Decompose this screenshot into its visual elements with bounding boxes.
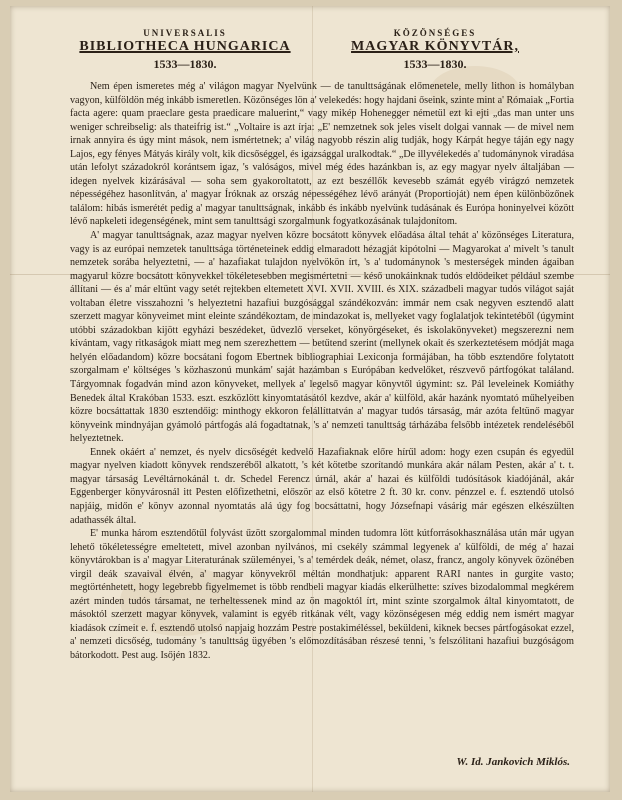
signature: W. Id. Jankovich Miklós. [456, 756, 570, 768]
masthead-latin-years: 1533—1830. [153, 57, 217, 71]
announcement-body [70, 80, 574, 663]
paragraph-3: Ennek okáért a' nemzet, és nyelv dicsőségét kedvelő Hazafiaknak előre hírűl adom: hogy ezen csupán és egyedül magyar nyelven kiadott könyvek rendszeréből alkatott, 's két kötetbe szorítandó munkára akár nálam Pesten, akár a' t. t. magyar társaság Levéltárnokánál t. dr. Schedel Ferencz úrnál, akár a' hazai és külföldi tudósítások kiadójánál, akár Eggenberger könyvárosnál itt Pesten előfizethetni, először az első kötetre 2 ft. 30 kr. conv. pénzzel e. f. esztendő utolsó napjáig, midőn e' könyv azonnal nyomtatás alá úgy fog bocsáttatni, hogy Józsefnapi vásárig már egészen elkészülten adathassék által. [70, 446, 574, 526]
masthead-hungarian [320, 28, 550, 72]
masthead-hungarian-years: 1533—1830. [403, 57, 467, 71]
masthead [70, 28, 550, 86]
paragraph-4: E' munka három esztendőtűl folyvást űzött szorgalommal minden tudomra lött kútforrásokhasználása után már ugyan lehető tökéletességre emeltetett, mivel azonban nyilvános, mi csekély számmal legyenek a' külföldi, de még a' hazai könyvtárokban is a' magyar Literaturának szüleményei, 's a' temérdek deák, német, olasz, francz, angoly könyvek özönében virgil deák szavaival élvén, a' magyar könyvekről méltán mondhatjuk: apparent RARI nantes in gurgite vasto; megtörténhetett, hogy legebrebb figyelmemet is több rendbeli magyar kiadás elkerülhette: szíves bizodalommal megkérem azért minden tudós társamat, ne terheltessenek mind az ön magoktól írt, mint szinte szorgalmok által kinyomtatott, de másoktól szerzett magyar könyvek, valamint is egyéb ritkának vélt, vagy közönségesen még eddig nem ismért magyar kiadások czímeit e. f. esztendő utolsó napjaig hozzám Pestre postakiméléssel, beküldeni, kiknek becses pártfogásokat ezzel, a' nemzeti dicsőség, tudomány 's tanulttság ügyében 's előmozdításában részesé tenni, 's felszólitani hazafiui buzgóságom bátorkodott. Pest aug. Isőjén 1832. [70, 528, 574, 661]
masthead-latin-title: BIBLIOTHECA HUNGARICA [79, 39, 291, 54]
masthead-hungarian-title: MAGYAR KÖNYVTÁR, [351, 39, 519, 54]
masthead-latin [70, 28, 300, 72]
document-sheet [10, 6, 610, 792]
paragraph-1: Nem épen ismeretes még a' világon magyar Nyelvünk — de tanulttságának előmenetele, melly lithon is homályban vagyon, külföldön még inkább ismeretlen. Közönséges lön a' velekedés: hogy hajdani őseink, szinte mint a' Rómaiak „Fortia facta agere: quam praeclare gesta praedicare maluerint,“ vagy mikép Hohenegger németül ezt ki ejti „das man unter uns weniger schreibselig: als thateifrig ist.“ „Voltaire is azt írja: „E' nemzetnek sok jeles viselt dolgai vannak — de mivel nem irnak annyira és úgy mint mások, nem ismértetnek; a' világ nagyobb részin alig tudják, hogy Kárpát hegye táján egy nagy Lajos, egy fényes Mátyás király volt, kik dicsőséggel, és igazsággal uralkodtak.“ „De illyvélekedés a' tudománynok viradása után lefolyt századokról korántsem igaz, 's valóságos, mivel még édes hazánkban is, az egy magyar nyelv általjában — idegen nyelvek kizárásával — soha sem gyakoroltatott, az ezt beszéllők kevesebb számát egyéb virágzó nemzetek népességéhez hasonlítván, a' magyar Íróknak az ország népességéhez lévő arányát (Proportioját) nem épen különbözőnek találom: hibás ismerétét pedig a' magyar tanulttságnak, inkább és inkább nyelvünk tudásának és Európa honinyelvei között lévő napkeleti idegenségének, mint sem tanulttsági szorgalmunk fogyatkozásának tulajdonítom. [70, 81, 575, 228]
masthead-latin-small: UNIVERSALIS [143, 28, 227, 38]
paragraph-2: A' magyar tanulttságnak, azaz magyar nyelven közre bocsátott könyvek előadása által tehát a' közönséges Literatura, vagy is az európai nemzetek tanulttsága történeteinek eddig elmaradott hézagját kipótolni — Magyarokat a' mivelt 's tanult nemzetek sorába helyeztetni, — a' hazafiakat tulajdon nyelvökön írt, 's a' tudománynok 's mesterségek minden ágaiban magyarul közre bocsátott könyvekkel tökéletesebben megismértetni — késő unokáinknak tudós eldödeiket például szembe állítani — és a' már eltünt vagy setét rejtekben eltemetett XVI. XVII. XVIII. és XIX. századbeli magyar tudós világot saját voltaban életre visszahozni 's helyeztetni hazafiui buzgósággal szándékozván: immár nem csak negyven esztendő alatt szerzett magyar könyveimet mint eleinte szándékoztam, de mindazokat is, mellyeket vagy foglalatjok tekintetéből (úgymint utóbbi századokban kijött egyházi beszédeket, üdvezlő verseket, könyörgéseket, és iskolakönyveket) megszerezni nem kívántam, vagy ritkaságok miatt meg nem szerezhettem — betűtend szerint (mellynek okait és szerkeztetésem módját maga helyén előadandom) közre bocsátani fogom Ebertnek bibliographiai Lexiconja formájában, ha több esztendőre folytatott szorgalmam e' költséges 's közhaszonú munkám' saját hazámban s Európában kedvelőket, részvevő pártfogókat találand. Tárgyomnak fogadván mind azon könyveket, mellyek a' legelső magyar könyvtől úgymint: sz. Pál leveleinek Komiáthy Benedek által Krakóban 1533. eszt. eszközlött kinyomtatásától kezdve, akár a' külföld, akár hazánk nyomtató műhelyeiben közre bocsáttattak 1830 esztendőig: minthogy ekkoron felállíttatván a' magyar tudós társaság, már azóta feltünő magyar könyveink mindnyájan gyámoló pártfogás alá fogadtatnak, 's a' nemzeti tanulttság tárházába felsőbb intézetek rendeléséből helyeztetnek. [70, 230, 574, 445]
masthead-hungarian-small: KÖZÖNSÉGES [393, 28, 477, 38]
